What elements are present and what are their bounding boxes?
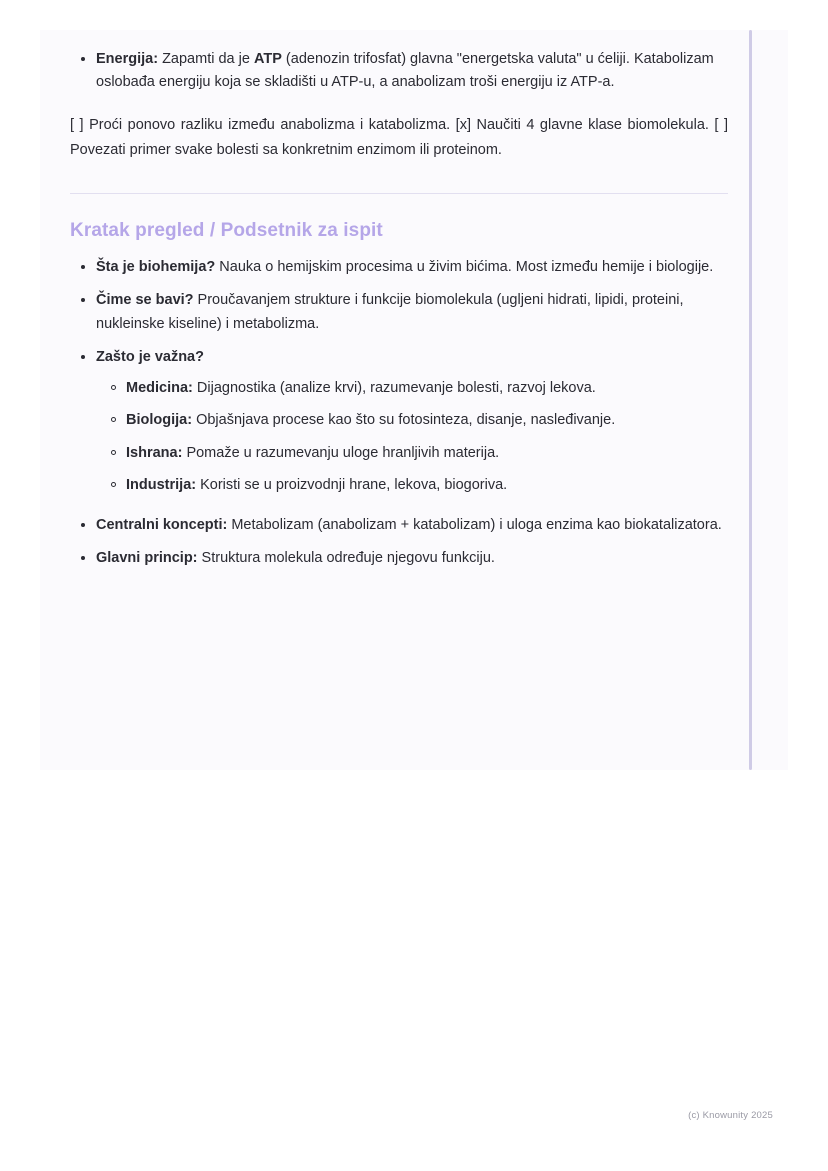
sublist-item-text: Pomaže u razumevanju uloge hranljivih materija. [182,444,500,461]
bullet-text-2: (adenozin trifosfat) glavna "energetska valuta" u ćeliji. Katabolizam oslobađa energiju koja se skladišti u ATP-u, a anabolizam troši energiju iz ATP-a. [96,51,714,91]
sublist-item-label: Biologija: [126,412,193,429]
list-item [96,346,728,497]
scrollbar-track[interactable] [749,30,752,770]
bullet-text-1: Zapamti da je [158,51,254,67]
list-item-text: Proučavanjem strukture i funkcije biomolekula (ugljeni hidrati, lipidi, proteini, nukleinske kiseline) i metabolizma. [96,292,684,332]
list-item-text: Nauka o hemijskim procesima u živim bićima. Most između hemije i biologije. [215,258,714,275]
sublist-item-label: Industrija: [126,477,197,494]
list-item [126,409,728,432]
page-title: Kratak pregled / Podsetnik za ispit [70,219,383,241]
bullet-inline-bold: ATP [253,51,282,67]
sublist-item-text: Dijagnostika (analize krvi), razumevanje bolesti, razvoj lekova. [192,379,596,396]
copyright-footer: (c) Knowunity 2025 [688,1110,773,1121]
list-item [96,289,728,336]
sublist-item-label: Ishrana: [126,444,183,461]
sublist-item-text: Koristi se u proizvodnji hrane, lekova, biogoriva. [196,477,508,494]
checklist-paragraph: [ ] Proći ponovo razliku između anabolizma i katabolizma. [x] Naučiti 4 glavne klase biomolekula. [ ] Povezati primer svake bolesti sa konkretnim enzimom ili proteinom. [70,116,728,158]
list-item-label: Čime se bavi? [96,292,194,309]
list-item [126,377,728,400]
list-item-text: Metabolizam (anabolizam + katabolizam) i uloga enzima kao biokatalizatora. [227,516,722,533]
list-item [96,547,728,570]
sublist-item-text: Objašnjava procese kao što su fotosinteza, disanje, nasleđivanje. [192,412,616,429]
section-divider [70,193,728,194]
list-item [96,48,728,95]
page-content [40,30,788,770]
list-item-label: Šta je biohemija? [96,258,216,275]
list-item-label: Centralni koncepti: [96,516,228,533]
list-item [126,474,728,497]
summary-list [70,256,728,571]
sublist [96,377,728,498]
list-item [126,442,728,465]
top-bullet-list [70,48,728,95]
list-item-label: Zašto je važna? [96,349,204,366]
list-item [96,514,728,537]
list-item-label: Glavni princip: [96,550,198,567]
bullet-label: Energija: [96,51,159,67]
document-page [40,30,788,770]
list-item [96,256,728,279]
list-item-text: Struktura molekula određuje njegovu funkciju. [197,550,495,567]
sublist-item-label: Medicina: [126,379,193,396]
